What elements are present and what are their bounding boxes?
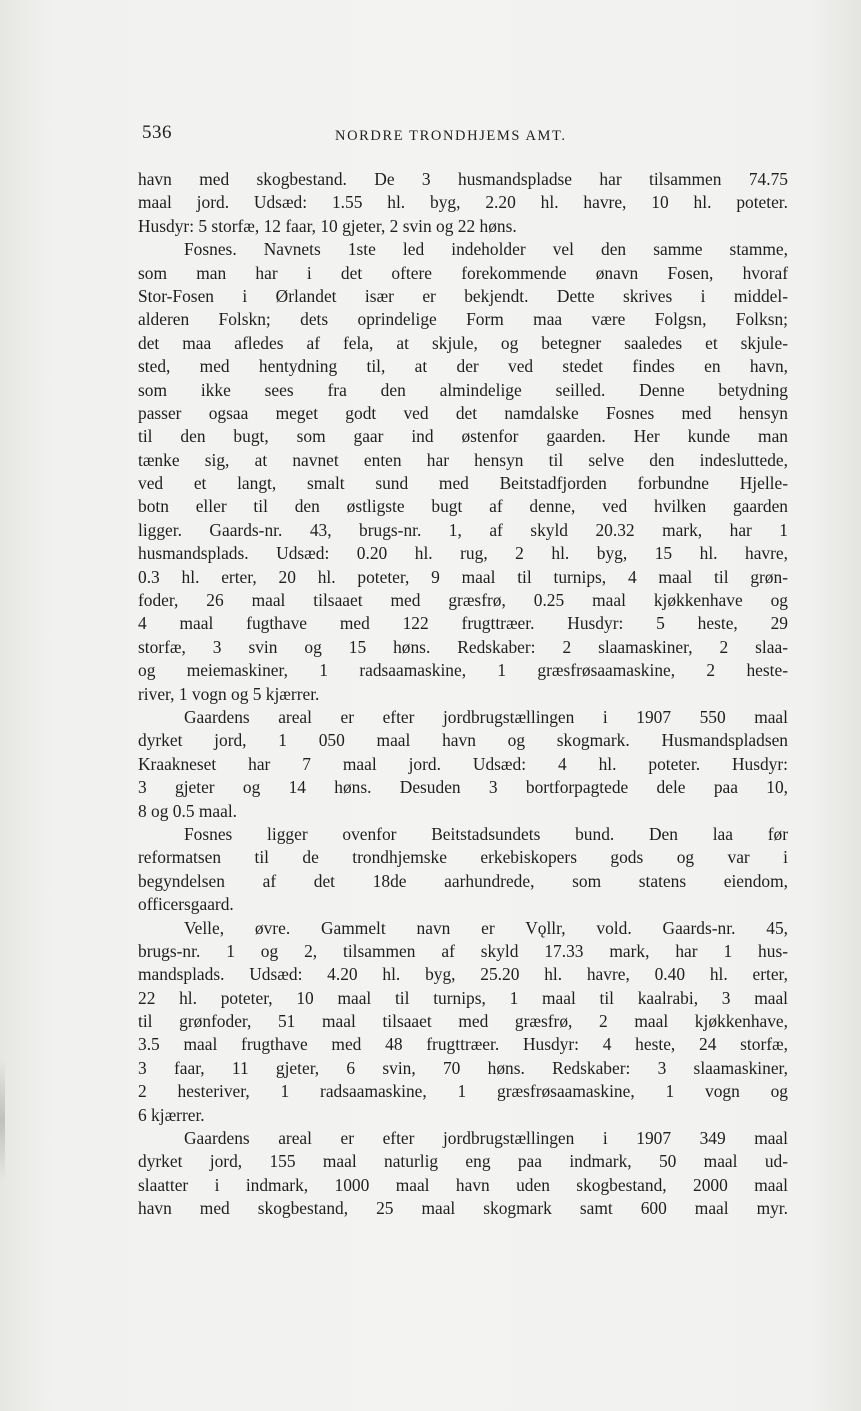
text-line: husmandsplads. Udsæd: 0.20 hl. rug, 2 hl. byg, 15 hl. havre, — [138, 543, 788, 564]
text-line: 0.3 hl. erter, 20 hl. poteter, 9 maal til turnips, 4 maal til grøn- — [138, 566, 788, 587]
text-line: Fosnes. Navnets 1ste led indeholder vel den samme stamme, — [184, 239, 788, 260]
text-line: Fosnes ligger ovenfor Beitstadsundets bund. Den laa før — [184, 823, 788, 844]
page-header — [142, 122, 792, 152]
text-line: storfæ, 3 svin og 15 høns. Redskaber: 2 slaamaskiner, 2 slaa- — [138, 636, 788, 657]
text-line: Velle, øvre. Gammelt navn er Vǫllr, vold. Gaards-nr. 45, — [184, 917, 788, 938]
text-line: 3 gjeter og 14 høns. Desuden 3 bortforpagtede dele paa 10, — [138, 777, 788, 798]
text-line: ved et langt, smalt sund med Beitstadfjorden forbundne Hjelle- — [138, 473, 788, 494]
text-line: passer ogsaa meget godt ved det namdalske Fosnes med hensyn — [138, 402, 788, 423]
text-line: maal jord. Udsæd: 1.55 hl. byg, 2.20 hl. havre, 10 hl. poteter. — [138, 192, 788, 213]
text-line: 2 hesteriver, 1 radsaamaskine, 1 græsfrøsaamaskine, 1 vogn og — [138, 1081, 788, 1102]
text-line: river, 1 vogn og 5 kjærrer. — [138, 683, 320, 704]
text-line: det maa afledes af fela, at skjule, og betegner saaledes et skjule- — [138, 332, 788, 353]
text-line: botn eller til den østligste bugt af denne, ved hvilken gaarden — [138, 496, 788, 517]
text-line: som ikke sees fra den almindelige seilled. Denne betydning — [138, 379, 788, 400]
text-line: officersgaard. — [138, 894, 234, 915]
text-line: begyndelsen af det 18de aarhundrede, som statens eiendom, — [138, 870, 788, 891]
text-line: 4 maal fugthave med 122 frugttræer. Husdyr: 5 heste, 29 — [138, 613, 788, 634]
body-text — [138, 168, 788, 1221]
text-line: slaatter i indmark, 1000 maal havn uden skogbestand, 2000 maal — [138, 1174, 788, 1195]
running-head: NORDRE TRONDHJEMS AMT. — [335, 128, 567, 144]
text-line: Stor-Fosen i Ørlandet især er bekjendt. Dette skrives i middel- — [138, 285, 788, 306]
text-line: 22 hl. poteter, 10 maal til turnips, 1 maal til kaalrabi, 3 maal — [138, 987, 788, 1008]
text-line: 6 kjærrer. — [138, 1104, 205, 1125]
scan-edge-shadow — [0, 1060, 5, 1180]
text-line: ligger. Gaards-nr. 43, brugs-nr. 1, af skyld 20.32 mark, har 1 — [138, 519, 788, 540]
text-line: Kraakneset har 7 maal jord. Udsæd: 4 hl. poteter. Husdyr: — [138, 753, 788, 774]
text-line: 3 faar, 11 gjeter, 6 svin, 70 høns. Redskaber: 3 slaamaskiner, — [138, 1057, 788, 1078]
text-line: tænke sig, at navnet enten har hensyn til selve den indesluttede, — [138, 449, 788, 470]
text-line: Gaardens areal er efter jordbrugstællingen i 1907 349 maal — [184, 1128, 788, 1149]
text-line: dyrket jord, 1 050 maal havn og skogmark. Husmandspladsen — [138, 730, 788, 751]
text-line: reformatsen til de trondhjemske erkebiskopers gods og var i — [138, 847, 788, 868]
text-line: som man har i det oftere forekommende ønavn Fosen, hvoraf — [138, 262, 788, 283]
text-line: havn med skogbestand, 25 maal skogmark samt 600 maal myr. — [138, 1198, 788, 1219]
text-line: Gaardens areal er efter jordbrugstællingen i 1907 550 maal — [184, 706, 788, 727]
page-number: 536 — [142, 122, 172, 143]
text-line: 3.5 maal frugthave med 48 frugttræer. Husdyr: 4 heste, 24 storfæ, — [138, 1034, 788, 1055]
text-line: til grønfoder, 51 maal tilsaaet med græsfrø, 2 maal kjøkkenhave, — [138, 1011, 788, 1032]
text-line: brugs-nr. 1 og 2, tilsammen af skyld 17.33 mark, har 1 hus- — [138, 940, 788, 961]
text-line: foder, 26 maal tilsaaet med græsfrø, 0.25 maal kjøkkenhave og — [138, 590, 788, 611]
text-line: dyrket jord, 155 maal naturlig eng paa indmark, 50 maal ud- — [138, 1151, 788, 1172]
text-line: alderen Folskn; dets oprindelige Form maa være Folgsn, Folksn; — [138, 309, 788, 330]
text-line: sted, med hentydning til, at der ved stedet findes en havn, — [138, 356, 788, 377]
text-line: Husdyr: 5 storfæ, 12 faar, 10 gjeter, 2 svin og 22 høns. — [138, 215, 517, 236]
text-line: og meiemaskiner, 1 radsaamaskine, 1 græsfrøsaamaskine, 2 heste- — [138, 660, 788, 681]
text-line: havn med skogbestand. De 3 husmandspladse har tilsammen 74.75 — [138, 169, 788, 189]
text-line: mandsplads. Udsæd: 4.20 hl. byg, 25.20 hl. havre, 0.40 hl. erter, — [138, 964, 788, 985]
text-line: 8 og 0.5 maal. — [138, 800, 238, 821]
text-line: til den bugt, som gaar ind østenfor gaarden. Her kunde man — [138, 426, 788, 447]
